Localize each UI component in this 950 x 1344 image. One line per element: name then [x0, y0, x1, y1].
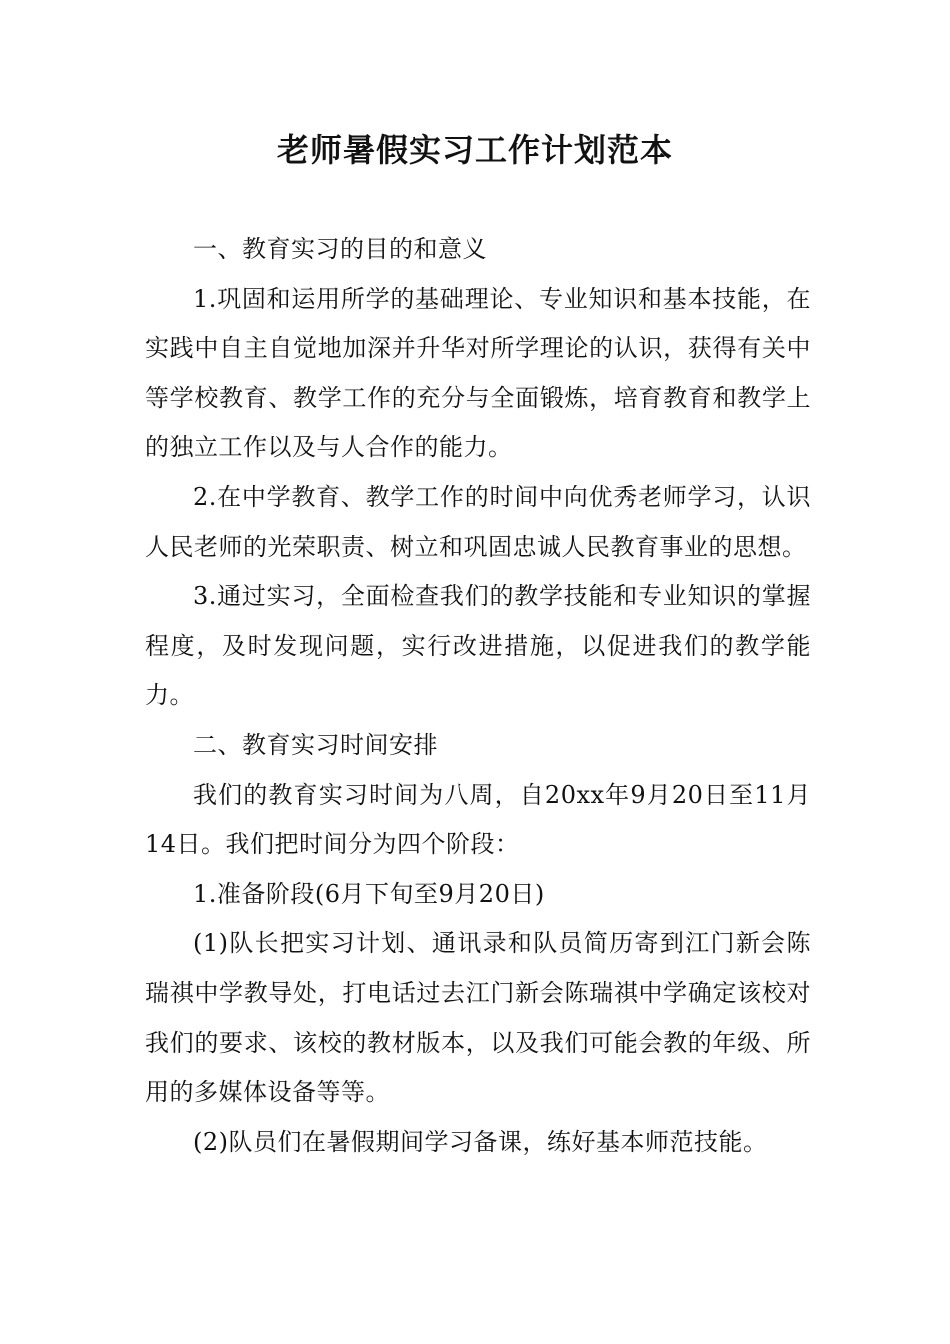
section-heading-1: 一、教育实习的目的和意义: [193, 235, 487, 263]
section-heading-2: 二、教育实习时间安排: [193, 730, 438, 759]
stage-item-2: (2)队员们在暑假期间学习备课，练好基本师范技能。: [193, 1127, 768, 1156]
paragraph-2: 2.在中学教育、教学工作的时间中向优秀老师学习，认识人民老师的光荣职责、树立和巩固忠诚人民教育事业的思想。: [145, 482, 811, 561]
stage-heading-1: 1.准备阶段(6月下旬至9月20日): [193, 879, 545, 908]
paragraph-3: 3.通过实习，全面检查我们的教学技能和专业知识的掌握程度，及时发现问题，实行改进措施，以促进我们的教学能力。: [145, 582, 811, 710]
document-body: [145, 225, 811, 1167]
stage-item-1: (1)队长把实习计划、通讯录和队员简历寄到江门新会陈瑞祺中学教导处，打电话过去江门新会陈瑞祺中学确定该校对我们的要求、该校的教材版本，以及我们可能会教的年级、所用的多媒体设备等等。: [145, 929, 811, 1107]
paragraph-1: 1.巩固和运用所学的基础理论、专业知识和基本技能，在实践中自主自觉地加深并升华对所学理论的认识，获得有关中等学校教育、教学工作的充分与全面锻炼，培育教育和教学上的独立工作以及与人合作的能力。: [145, 284, 811, 462]
document-title: 老师暑假实习工作计划范本: [276, 131, 673, 169]
paragraph-schedule: 我们的教育实习时间为八周，自20xx年9月20日至11月14日。我们把时间分为四个阶段：: [145, 780, 811, 859]
